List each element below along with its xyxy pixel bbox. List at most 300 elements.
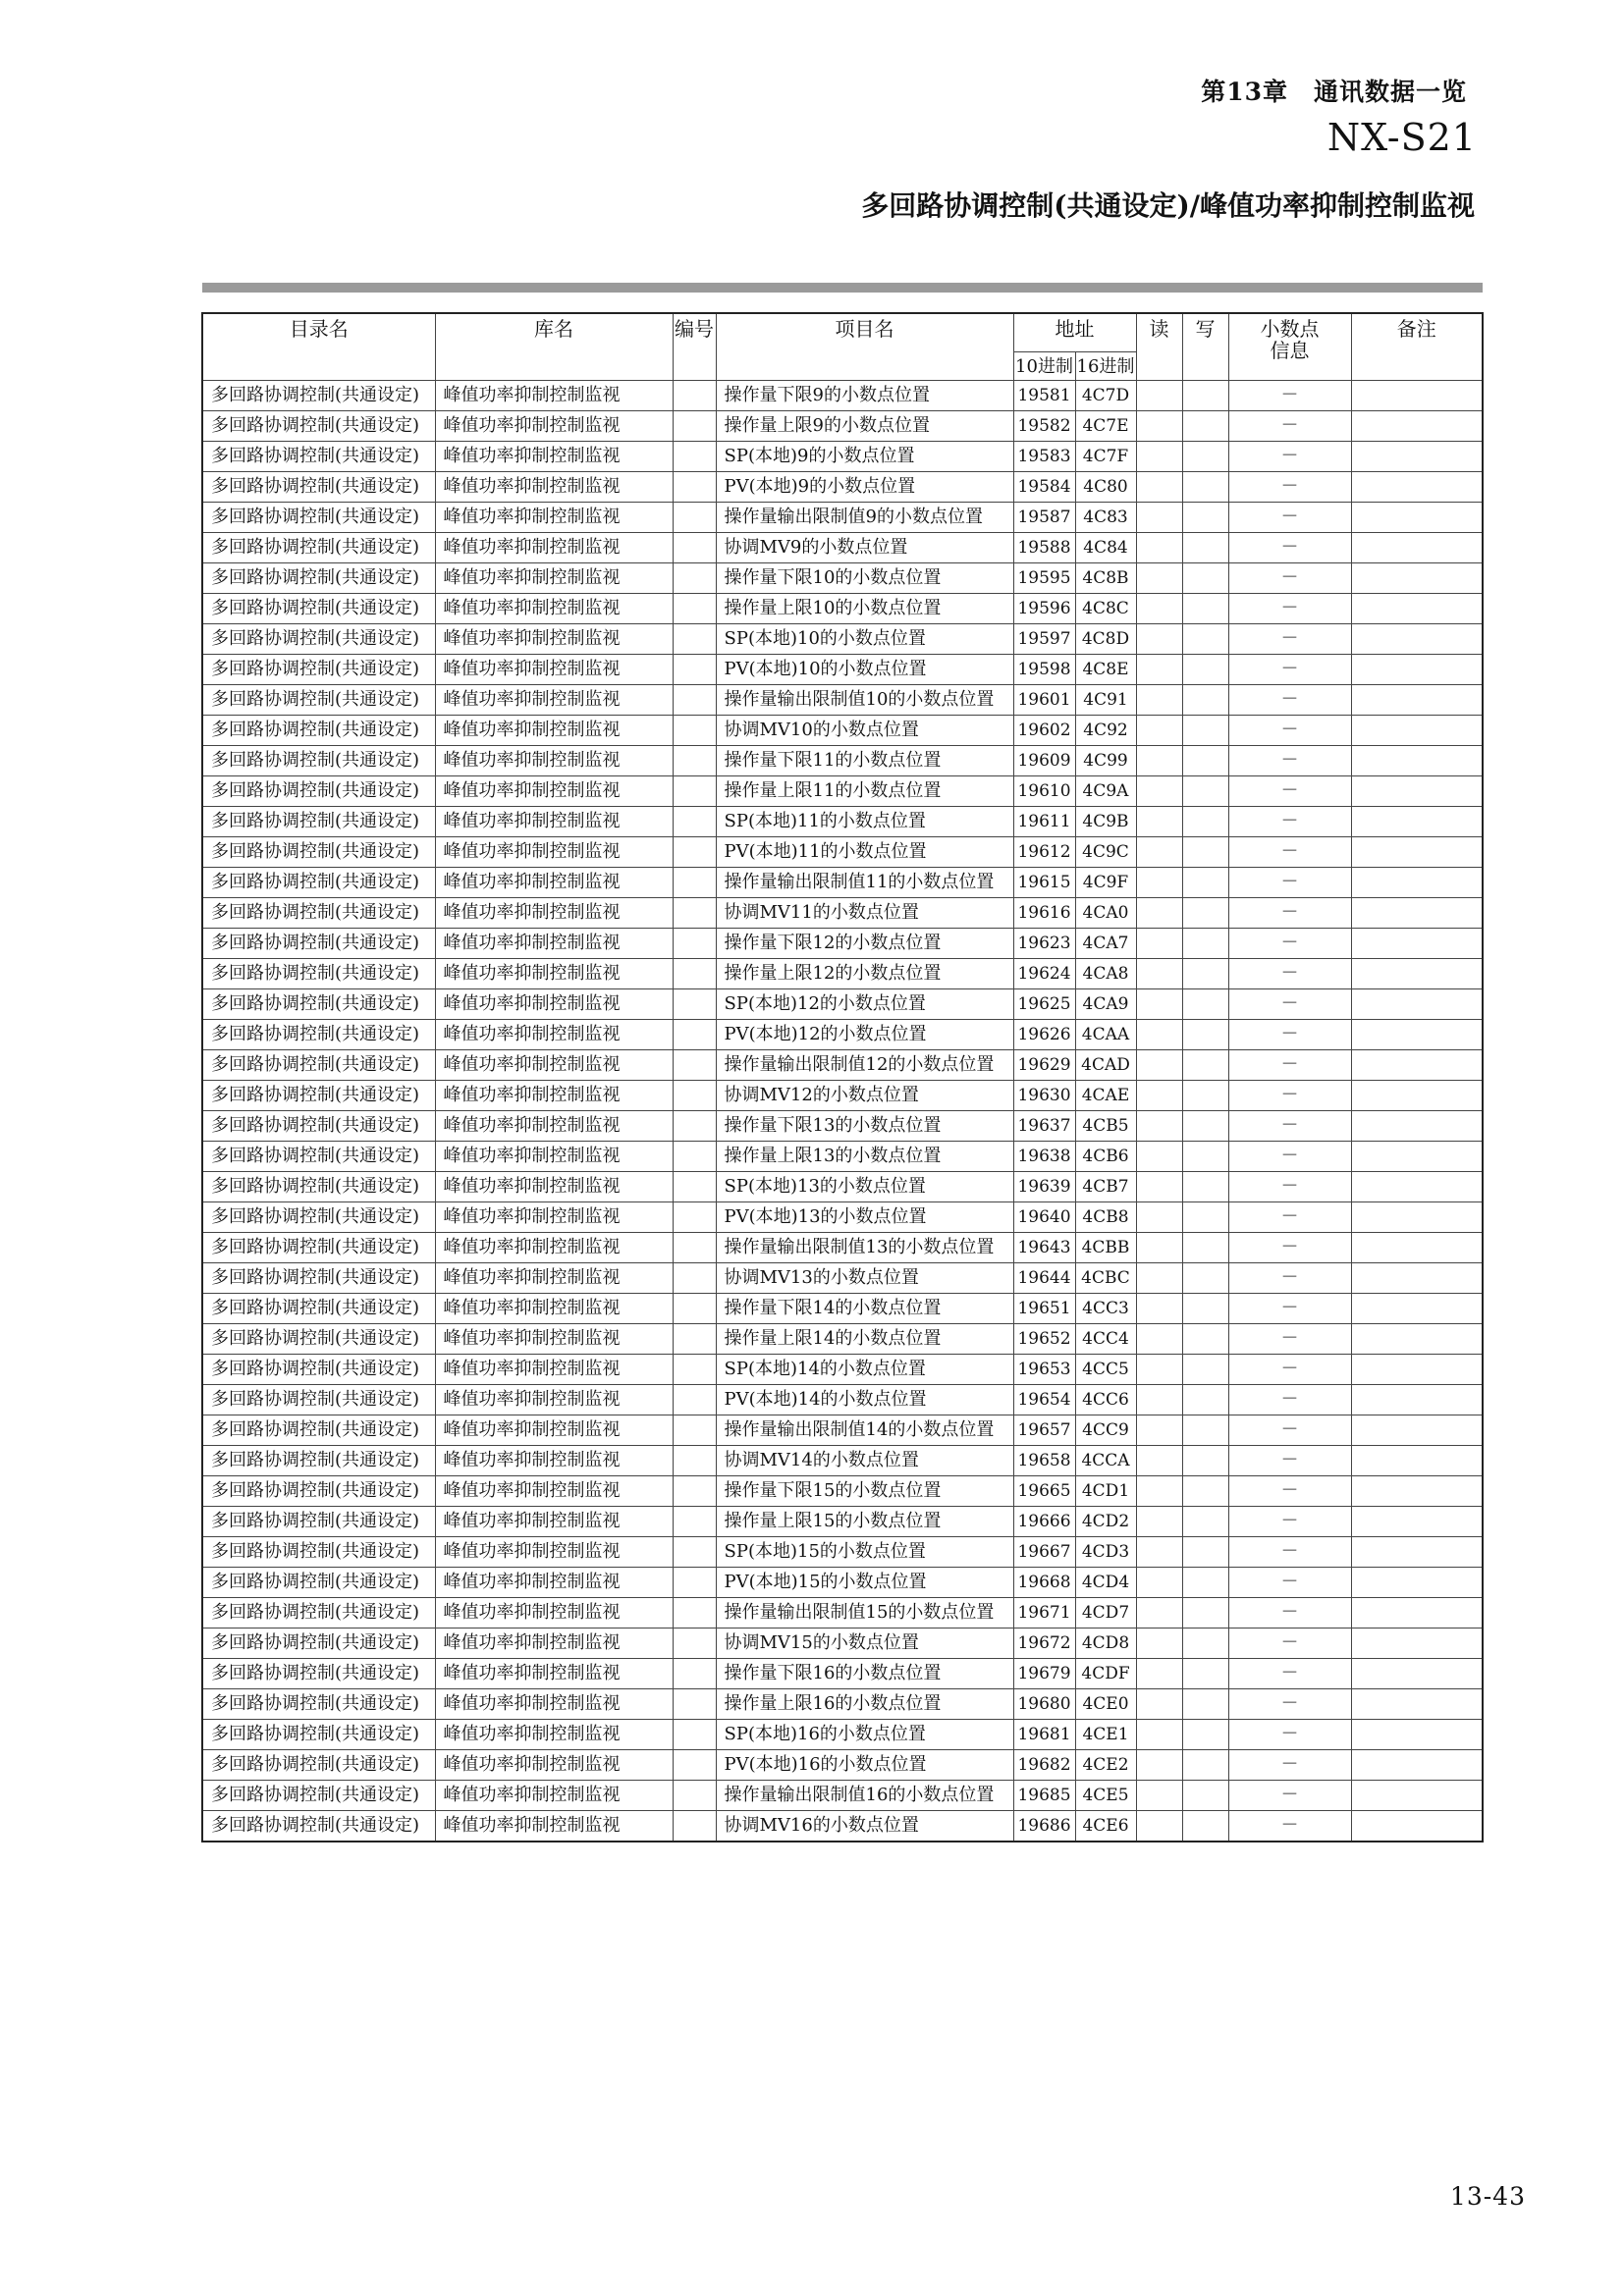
cell-item-name: 操作量下限11的小数点位置: [716, 746, 1013, 776]
cell-item-name: 操作量输出限制值14的小数点位置: [716, 1415, 1013, 1446]
cell-write: [1182, 1659, 1228, 1689]
cell-read: [1136, 1811, 1182, 1842]
cell-library: 峰值功率抑制控制监视: [435, 1507, 673, 1537]
cell-decimal-info: －: [1228, 411, 1351, 442]
cell-address-dec: 19653: [1013, 1355, 1075, 1385]
table-row: [202, 411, 1483, 442]
cell-read: [1136, 868, 1182, 898]
cell-library: 峰值功率抑制控制监视: [435, 1385, 673, 1415]
table-row: [202, 959, 1483, 989]
cell-remarks: [1351, 929, 1483, 959]
cell-decimal-info: －: [1228, 1233, 1351, 1263]
cell-directory: 多回路协调控制(共通设定): [202, 1263, 435, 1294]
cell-item-name: 协调MV16的小数点位置: [716, 1811, 1013, 1842]
cell-library: 峰值功率抑制控制监视: [435, 503, 673, 533]
cell-address-dec: 19587: [1013, 503, 1075, 533]
cell-decimal-info: －: [1228, 1020, 1351, 1050]
cell-directory: 多回路协调控制(共通设定): [202, 1689, 435, 1720]
cell-directory: 多回路协调控制(共通设定): [202, 1781, 435, 1811]
cell-write: [1182, 1324, 1228, 1355]
col-header-read: 读: [1136, 313, 1182, 381]
cell-write: [1182, 1294, 1228, 1324]
cell-decimal-info: －: [1228, 1598, 1351, 1629]
cell-write: [1182, 1385, 1228, 1415]
cell-decimal-info: －: [1228, 1568, 1351, 1598]
cell-address-hex: 4C84: [1075, 533, 1136, 563]
cell-remarks: [1351, 837, 1483, 868]
cell-decimal-info: －: [1228, 655, 1351, 685]
cell-number: [673, 1537, 716, 1568]
cell-number: [673, 563, 716, 594]
cell-write: [1182, 959, 1228, 989]
cell-decimal-info: －: [1228, 563, 1351, 594]
table-row: [202, 1568, 1483, 1598]
table-row: [202, 1598, 1483, 1629]
cell-item-name: 操作量输出限制值10的小数点位置: [716, 685, 1013, 716]
cell-address-dec: 19652: [1013, 1324, 1075, 1355]
table-row: [202, 1263, 1483, 1294]
cell-remarks: [1351, 503, 1483, 533]
cell-address-hex: 4CA7: [1075, 929, 1136, 959]
cell-remarks: [1351, 1659, 1483, 1689]
cell-read: [1136, 1294, 1182, 1324]
cell-library: 峰值功率抑制控制监视: [435, 1476, 673, 1507]
cell-directory: 多回路协调控制(共通设定): [202, 411, 435, 442]
cell-directory: 多回路协调控制(共通设定): [202, 1172, 435, 1202]
cell-item-name: SP(本地)14的小数点位置: [716, 1355, 1013, 1385]
cell-item-name: 操作量下限15的小数点位置: [716, 1476, 1013, 1507]
table-row: [202, 746, 1483, 776]
cell-read: [1136, 1142, 1182, 1172]
cell-address-dec: 19654: [1013, 1385, 1075, 1415]
cell-directory: 多回路协调控制(共通设定): [202, 1537, 435, 1568]
cell-library: 峰值功率抑制控制监视: [435, 1294, 673, 1324]
cell-decimal-info: －: [1228, 1263, 1351, 1294]
cell-address-dec: 19584: [1013, 472, 1075, 503]
cell-library: 峰值功率抑制控制监视: [435, 1172, 673, 1202]
cell-write: [1182, 776, 1228, 807]
cell-address-dec: 19685: [1013, 1781, 1075, 1811]
cell-directory: 多回路协调控制(共通设定): [202, 1659, 435, 1689]
cell-number: [673, 1202, 716, 1233]
cell-item-name: 操作量下限14的小数点位置: [716, 1294, 1013, 1324]
cell-directory: 多回路协调控制(共通设定): [202, 1750, 435, 1781]
cell-library: 峰值功率抑制控制监视: [435, 1233, 673, 1263]
cell-directory: 多回路协调控制(共通设定): [202, 503, 435, 533]
cell-address-dec: 19626: [1013, 1020, 1075, 1050]
cell-directory: 多回路协调控制(共通设定): [202, 1355, 435, 1385]
cell-address-hex: 4CC5: [1075, 1355, 1136, 1385]
cell-address-dec: 19596: [1013, 594, 1075, 624]
cell-write: [1182, 1507, 1228, 1537]
cell-library: 峰值功率抑制控制监视: [435, 1781, 673, 1811]
cell-address-hex: 4C8C: [1075, 594, 1136, 624]
cell-number: [673, 868, 716, 898]
col-header-address-dec: 10进制: [1013, 352, 1075, 381]
cell-item-name: SP(本地)11的小数点位置: [716, 807, 1013, 837]
cell-address-hex: 4C8B: [1075, 563, 1136, 594]
cell-decimal-info: －: [1228, 716, 1351, 746]
cell-decimal-info: －: [1228, 1781, 1351, 1811]
cell-number: [673, 594, 716, 624]
cell-write: [1182, 1415, 1228, 1446]
table-row: [202, 1081, 1483, 1111]
cell-address-dec: 19682: [1013, 1750, 1075, 1781]
cell-item-name: 操作量上限15的小数点位置: [716, 1507, 1013, 1537]
cell-directory: 多回路协调控制(共通设定): [202, 807, 435, 837]
cell-read: [1136, 1689, 1182, 1720]
cell-library: 峰值功率抑制控制监视: [435, 411, 673, 442]
cell-directory: 多回路协调控制(共通设定): [202, 837, 435, 868]
cell-directory: 多回路协调控制(共通设定): [202, 1720, 435, 1750]
cell-address-dec: 19681: [1013, 1720, 1075, 1750]
cell-item-name: 操作量上限13的小数点位置: [716, 1142, 1013, 1172]
cell-read: [1136, 411, 1182, 442]
cell-read: [1136, 959, 1182, 989]
table-row: [202, 381, 1483, 411]
cell-number: [673, 1263, 716, 1294]
cell-directory: 多回路协调控制(共通设定): [202, 1598, 435, 1629]
table-row: [202, 1324, 1483, 1355]
cell-library: 峰值功率抑制控制监视: [435, 1720, 673, 1750]
cell-write: [1182, 503, 1228, 533]
cell-item-name: 操作量上限16的小数点位置: [716, 1689, 1013, 1720]
cell-number: [673, 1720, 716, 1750]
cell-write: [1182, 716, 1228, 746]
cell-decimal-info: －: [1228, 685, 1351, 716]
cell-decimal-info: －: [1228, 1202, 1351, 1233]
cell-address-dec: 19597: [1013, 624, 1075, 655]
cell-address-hex: 4C80: [1075, 472, 1136, 503]
cell-directory: 多回路协调控制(共通设定): [202, 1324, 435, 1355]
cell-decimal-info: －: [1228, 989, 1351, 1020]
cell-item-name: 操作量输出限制值15的小数点位置: [716, 1598, 1013, 1629]
table-row: [202, 563, 1483, 594]
section-title: 多回路协调控制(共通设定)/峰值功率抑制控制监视: [861, 189, 1475, 222]
cell-number: [673, 929, 716, 959]
cell-item-name: 协调MV12的小数点位置: [716, 1081, 1013, 1111]
cell-address-dec: 19668: [1013, 1568, 1075, 1598]
cell-write: [1182, 1355, 1228, 1385]
table-row: [202, 1781, 1483, 1811]
cell-number: [673, 533, 716, 563]
cell-address-hex: 4CA9: [1075, 989, 1136, 1020]
cell-decimal-info: －: [1228, 776, 1351, 807]
cell-address-hex: 4C9C: [1075, 837, 1136, 868]
cell-number: [673, 1385, 716, 1415]
cell-read: [1136, 472, 1182, 503]
table-row: [202, 898, 1483, 929]
cell-write: [1182, 929, 1228, 959]
table-body: [202, 381, 1483, 1842]
cell-read: [1136, 655, 1182, 685]
cell-number: [673, 1750, 716, 1781]
cell-remarks: [1351, 533, 1483, 563]
cell-item-name: 协调MV14的小数点位置: [716, 1446, 1013, 1476]
cell-library: 峰值功率抑制控制监视: [435, 472, 673, 503]
cell-directory: 多回路协调控制(共通设定): [202, 1385, 435, 1415]
cell-item-name: 协调MV9的小数点位置: [716, 533, 1013, 563]
table-row: [202, 655, 1483, 685]
cell-address-dec: 19657: [1013, 1415, 1075, 1446]
table-row: [202, 1020, 1483, 1050]
table-row: [202, 807, 1483, 837]
cell-write: [1182, 1781, 1228, 1811]
cell-read: [1136, 503, 1182, 533]
cell-read: [1136, 1081, 1182, 1111]
cell-remarks: [1351, 746, 1483, 776]
cell-directory: 多回路协调控制(共通设定): [202, 898, 435, 929]
cell-address-dec: 19644: [1013, 1263, 1075, 1294]
cell-directory: 多回路协调控制(共通设定): [202, 1142, 435, 1172]
cell-library: 峰值功率抑制控制监视: [435, 1111, 673, 1142]
table-row: [202, 1111, 1483, 1142]
cell-address-hex: 4CC9: [1075, 1415, 1136, 1446]
cell-library: 峰值功率抑制控制监视: [435, 442, 673, 472]
cell-directory: 多回路协调控制(共通设定): [202, 1446, 435, 1476]
cell-decimal-info: －: [1228, 837, 1351, 868]
table-row: [202, 868, 1483, 898]
cell-read: [1136, 442, 1182, 472]
table-row: [202, 1689, 1483, 1720]
cell-write: [1182, 1142, 1228, 1172]
cell-address-hex: 4CE1: [1075, 1720, 1136, 1750]
cell-read: [1136, 594, 1182, 624]
cell-write: [1182, 442, 1228, 472]
cell-number: [673, 1142, 716, 1172]
cell-address-hex: 4CD7: [1075, 1598, 1136, 1629]
cell-address-hex: 4CBB: [1075, 1233, 1136, 1263]
cell-write: [1182, 1111, 1228, 1142]
cell-directory: 多回路协调控制(共通设定): [202, 1233, 435, 1263]
cell-read: [1136, 1111, 1182, 1142]
cell-write: [1182, 594, 1228, 624]
cell-directory: 多回路协调控制(共通设定): [202, 1476, 435, 1507]
col-header-write: 写: [1182, 313, 1228, 381]
cell-item-name: 操作量输出限制值12的小数点位置: [716, 1050, 1013, 1081]
cell-number: [673, 746, 716, 776]
cell-decimal-info: －: [1228, 472, 1351, 503]
table-row: [202, 685, 1483, 716]
cell-address-dec: 19588: [1013, 533, 1075, 563]
cell-address-hex: 4CD2: [1075, 1507, 1136, 1537]
cell-write: [1182, 624, 1228, 655]
table-row: [202, 533, 1483, 563]
cell-library: 峰值功率抑制控制监视: [435, 1020, 673, 1050]
cell-remarks: [1351, 1781, 1483, 1811]
cell-address-dec: 19612: [1013, 837, 1075, 868]
cell-number: [673, 381, 716, 411]
cell-library: 峰值功率抑制控制监视: [435, 746, 673, 776]
cell-decimal-info: －: [1228, 503, 1351, 533]
cell-remarks: [1351, 1081, 1483, 1111]
cell-item-name: 操作量输出限制值13的小数点位置: [716, 1233, 1013, 1263]
cell-number: [673, 1081, 716, 1111]
cell-item-name: PV(本地)12的小数点位置: [716, 1020, 1013, 1050]
cell-directory: 多回路协调控制(共通设定): [202, 685, 435, 716]
cell-read: [1136, 898, 1182, 929]
cell-write: [1182, 1050, 1228, 1081]
cell-item-name: 操作量输出限制值9的小数点位置: [716, 503, 1013, 533]
cell-write: [1182, 1476, 1228, 1507]
cell-number: [673, 1598, 716, 1629]
cell-item-name: 操作量上限14的小数点位置: [716, 1324, 1013, 1355]
cell-item-name: PV(本地)11的小数点位置: [716, 837, 1013, 868]
table-row: [202, 1355, 1483, 1385]
table-row: [202, 1507, 1483, 1537]
cell-address-hex: 4CD4: [1075, 1568, 1136, 1598]
cell-decimal-info: －: [1228, 1081, 1351, 1111]
cell-read: [1136, 624, 1182, 655]
cell-address-hex: 4CB7: [1075, 1172, 1136, 1202]
cell-decimal-info: －: [1228, 1537, 1351, 1568]
cell-item-name: 操作量输出限制值11的小数点位置: [716, 868, 1013, 898]
cell-item-name: PV(本地)13的小数点位置: [716, 1202, 1013, 1233]
cell-decimal-info: －: [1228, 1294, 1351, 1324]
cell-directory: 多回路协调控制(共通设定): [202, 472, 435, 503]
cell-address-hex: 4C8E: [1075, 655, 1136, 685]
cell-write: [1182, 381, 1228, 411]
cell-read: [1136, 746, 1182, 776]
cell-item-name: 协调MV11的小数点位置: [716, 898, 1013, 929]
cell-read: [1136, 563, 1182, 594]
cell-read: [1136, 1385, 1182, 1415]
cell-write: [1182, 1629, 1228, 1659]
cell-decimal-info: －: [1228, 898, 1351, 929]
cell-address-hex: 4C99: [1075, 746, 1136, 776]
cell-directory: 多回路协调控制(共通设定): [202, 1568, 435, 1598]
cell-remarks: [1351, 1446, 1483, 1476]
cell-address-hex: 4CE2: [1075, 1750, 1136, 1781]
cell-address-dec: 19582: [1013, 411, 1075, 442]
cell-remarks: [1351, 655, 1483, 685]
table-row: [202, 1233, 1483, 1263]
cell-address-dec: 19583: [1013, 442, 1075, 472]
cell-write: [1182, 563, 1228, 594]
cell-remarks: [1351, 1507, 1483, 1537]
cell-number: [673, 1811, 716, 1842]
cell-remarks: [1351, 411, 1483, 442]
cell-read: [1136, 989, 1182, 1020]
cell-write: [1182, 1537, 1228, 1568]
cell-library: 峰值功率抑制控制监视: [435, 1537, 673, 1568]
cell-library: 峰值功率抑制控制监视: [435, 1415, 673, 1446]
cell-address-dec: 19666: [1013, 1507, 1075, 1537]
cell-address-hex: 4C92: [1075, 716, 1136, 746]
cell-remarks: [1351, 1598, 1483, 1629]
cell-number: [673, 1172, 716, 1202]
cell-directory: 多回路协调控制(共通设定): [202, 624, 435, 655]
cell-library: 峰值功率抑制控制监视: [435, 1659, 673, 1689]
cell-library: 峰值功率抑制控制监视: [435, 868, 673, 898]
cell-read: [1136, 1233, 1182, 1263]
cell-remarks: [1351, 1811, 1483, 1842]
cell-read: [1136, 533, 1182, 563]
cell-address-dec: 19672: [1013, 1629, 1075, 1659]
cell-address-hex: 4CAA: [1075, 1020, 1136, 1050]
cell-number: [673, 624, 716, 655]
cell-directory: 多回路协调控制(共通设定): [202, 959, 435, 989]
cell-decimal-info: －: [1228, 381, 1351, 411]
cell-write: [1182, 1689, 1228, 1720]
cell-number: [673, 685, 716, 716]
cell-address-hex: 4CD8: [1075, 1629, 1136, 1659]
cell-item-name: 协调MV13的小数点位置: [716, 1263, 1013, 1294]
cell-directory: 多回路协调控制(共通设定): [202, 929, 435, 959]
cell-library: 峰值功率抑制控制监视: [435, 655, 673, 685]
cell-number: [673, 1355, 716, 1385]
cell-directory: 多回路协调控制(共通设定): [202, 442, 435, 472]
cell-number: [673, 1050, 716, 1081]
cell-number: [673, 776, 716, 807]
cell-remarks: [1351, 716, 1483, 746]
cell-address-dec: 19658: [1013, 1446, 1075, 1476]
cell-number: [673, 442, 716, 472]
cell-library: 峰值功率抑制控制监视: [435, 929, 673, 959]
cell-address-dec: 19595: [1013, 563, 1075, 594]
table-row: [202, 1202, 1483, 1233]
table-row: [202, 929, 1483, 959]
cell-address-hex: 4CC3: [1075, 1294, 1136, 1324]
cell-write: [1182, 411, 1228, 442]
cell-library: 峰值功率抑制控制监视: [435, 685, 673, 716]
cell-decimal-info: －: [1228, 959, 1351, 989]
cell-read: [1136, 1324, 1182, 1355]
cell-decimal-info: －: [1228, 1689, 1351, 1720]
cell-item-name: 操作量上限10的小数点位置: [716, 594, 1013, 624]
table-row: [202, 1476, 1483, 1507]
cell-remarks: [1351, 1476, 1483, 1507]
cell-address-dec: 19624: [1013, 959, 1075, 989]
table-row: [202, 594, 1483, 624]
cell-item-name: SP(本地)10的小数点位置: [716, 624, 1013, 655]
cell-remarks: [1351, 1355, 1483, 1385]
cell-item-name: PV(本地)16的小数点位置: [716, 1750, 1013, 1781]
cell-remarks: [1351, 563, 1483, 594]
cell-read: [1136, 1476, 1182, 1507]
cell-directory: 多回路协调控制(共通设定): [202, 1081, 435, 1111]
cell-directory: 多回路协调控制(共通设定): [202, 716, 435, 746]
cell-write: [1182, 1750, 1228, 1781]
table-row: [202, 1750, 1483, 1781]
cell-item-name: PV(本地)14的小数点位置: [716, 1385, 1013, 1415]
cell-number: [673, 1507, 716, 1537]
table-row: [202, 776, 1483, 807]
cell-item-name: SP(本地)16的小数点位置: [716, 1720, 1013, 1750]
cell-number: [673, 959, 716, 989]
cell-decimal-info: －: [1228, 1476, 1351, 1507]
cell-address-dec: 19643: [1013, 1233, 1075, 1263]
cell-read: [1136, 1598, 1182, 1629]
cell-address-dec: 19601: [1013, 685, 1075, 716]
cell-decimal-info: －: [1228, 807, 1351, 837]
cell-address-hex: 4CCA: [1075, 1446, 1136, 1476]
cell-read: [1136, 1750, 1182, 1781]
cell-number: [673, 1476, 716, 1507]
cell-library: 峰值功率抑制控制监视: [435, 1598, 673, 1629]
cell-address-hex: 4CB8: [1075, 1202, 1136, 1233]
cell-address-hex: 4CA8: [1075, 959, 1136, 989]
cell-remarks: [1351, 1020, 1483, 1050]
cell-write: [1182, 655, 1228, 685]
cell-remarks: [1351, 1720, 1483, 1750]
cell-item-name: PV(本地)15的小数点位置: [716, 1568, 1013, 1598]
cell-remarks: [1351, 807, 1483, 837]
cell-number: [673, 472, 716, 503]
cell-remarks: [1351, 1568, 1483, 1598]
cell-write: [1182, 1172, 1228, 1202]
col-header-remarks: 备注: [1351, 313, 1483, 381]
